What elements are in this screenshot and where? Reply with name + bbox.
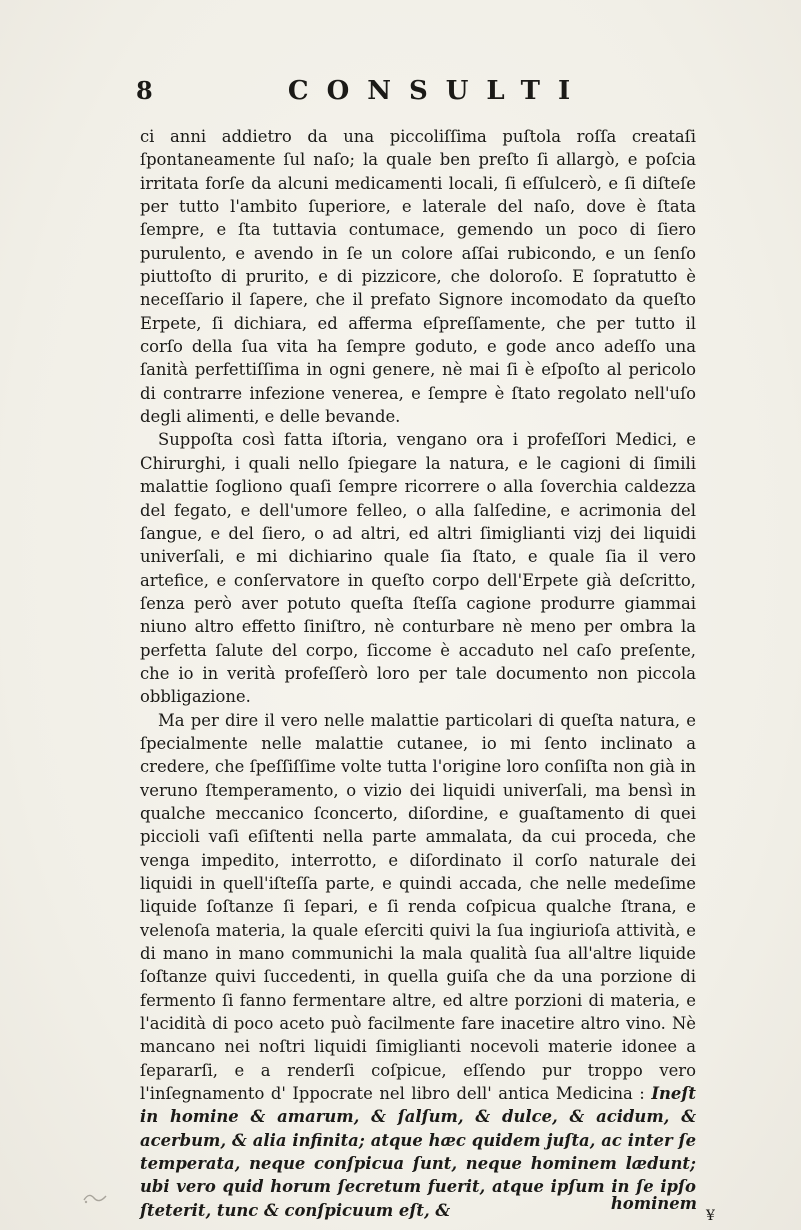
- paragraph-text: Ma per dire il vero nelle malattie particolari di queſta natura, e ſpecialmente nelle malattie cutanee, io mi ſento inclinato a credere, che ſpeſſiſſime volte tutta l'origine loro conſiſta non già in veruno ſtemperamento, o vizio dei liquidi univerſali, ma bensì in qualche meccanico ſconcerto, diſordine, e guaſtamento di quei piccioli vaſi eſiſtenti nella parte ammalata, da cui proceda, che venga impedito, interrotto, e diſordinato il corſo naturale dei liquidi in quell'iſteſſa parte, e quindi accada, che nelle medeſime liquide ſoſtanze ſi ſepari, e ſi renda coſpicua qualche ſtrana, e velenoſa materia, la quale eſerciti quivi la ſua ingiurioſa attività, e di mano in mano communichi la mala qualità ſua all'altre liquide ſoſtanze quivi ſuccedenti, in quella guiſa che da una porzione di fermento ſi fanno fermentare altre, ed altre porzioni di materia, e l'acidità di poco aceto può facilmente fare inacetire altro vino. Nè mancano nei noſtri liquidi ſimiglianti nocevoli materie idonee a ſepararſi, e a renderſi coſpicue, eſſendo pur troppo vero l'inſegnamento d' Ippocrate nel libro dell' antica Medicina :: [140, 710, 696, 1104]
- paragraph: ci anni addietro da una piccoliſſima puſtola roſſa creataſi ſpontaneamente ſul naſo; la quale ben preſto ſi allargò, e poſcia irritata forſe da alcuni medicamenti locali, ſi eſſulcerò, e ſi diſteſe per tutto l'ambito ſuperiore, e laterale del naſo, dove è ſtata ſempre, e ſta tuttavia contumace, gemendo un poco di ſiero purulento, e avendo in ſe un colore aſſai rubicondo, e un ſenſo piuttoſto di prurito, e di pizzicore, che doloroſo. E ſopratutto è neceſſario il ſapere, che il prefato Signore incomodato da queſto Erpete, ſi dichiara, ed afferma eſpreſſamente, che per tutto il corſo della ſua vita ha ſempre goduto, e gode anco adeſſo una ſanità perfettiſſima in ogni genere, nè mai ſi è eſpoſto al pericolo di contrarre infezione venerea, e ſempre è ſtato regolato nell'uſo degli alimenti, e delle bevande.: [140, 127, 696, 427]
- page-number: 8: [136, 76, 153, 105]
- ink-smudge: [80, 1188, 110, 1206]
- page-header: [136, 76, 696, 116]
- running-title: CONSULTI: [287, 76, 589, 106]
- latin-quotation: Ineſt in homine & amarum, & ſalſum, & dulce, & acidum, & acerbum, & alia infinita; atque hæc quidem juſta, ac inter ſe temperata, neque conſpicua ſunt, neque hominem lædunt; ubi vero quid horum ſecretum fuerit, atque ipſum in ſe ipſo ſteterit, tunc & conſpicuum eſt, &: [140, 1084, 696, 1220]
- paragraph: [140, 709, 696, 1223]
- catchword: hominem: [610, 1194, 697, 1213]
- body-text: [140, 125, 696, 1222]
- paragraph: Suppoſta così fatta iſtoria, vengano ora i profeſſori Medici, e Chirurghi, i quali nello ſpiegare la natura, e le cagioni di ſimili malattie ſogliono quaſi ſempre ricorrere o alla ſoverchia caldezza del fegato, e dell'umore felleo, o alla ſalſedine, e acrimonia del ſangue, e del ſiero, o ad altri, ed altri ſimiglianti vizj dei liquidi univerſali, e mi dichiarino quale ſia ſtato, e quale ſia il vero artefice, e conſervatore in queſto corpo dell'Erpete già deſcritto, ſenza però aver potuto queſta ſteſſa cagione produrre giammai niuno altro effetto ſiniſtro, nè conturbare nè meno per ombra la perfetta ſalute del corpo, ſiccome è accaduto nel caſo preſente, che io in verità profeſſerò loro per tale documento non piccola obbligazione.: [140, 430, 696, 707]
- signature-mark: ¥: [706, 1208, 715, 1224]
